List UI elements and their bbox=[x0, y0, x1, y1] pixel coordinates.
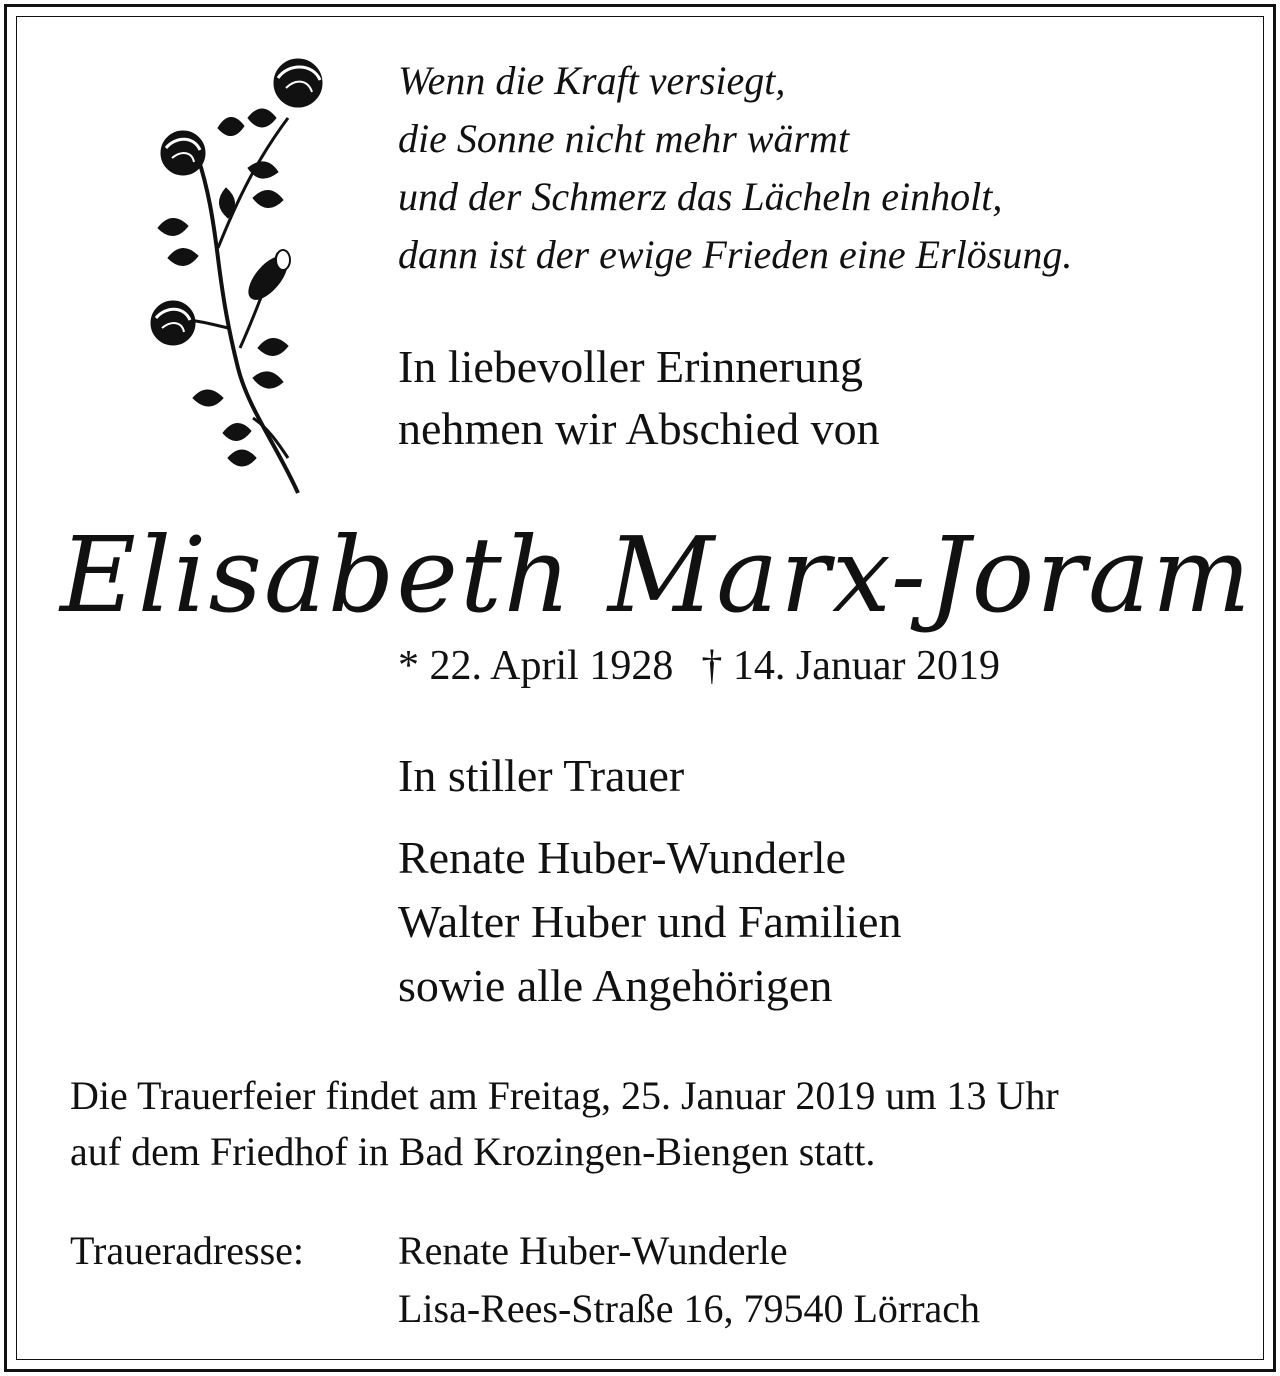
deceased-name: Elisabeth Marx-Joram bbox=[60, 514, 1253, 636]
intro-text bbox=[398, 336, 1198, 460]
rose-branch-icon bbox=[128, 48, 348, 508]
birth-date: * 22. April 1928 bbox=[398, 643, 674, 689]
mourner-line: Walter Huber und Familien bbox=[398, 896, 902, 947]
address-line: Lisa-Rees-Straße 16, 79540 Lörrach bbox=[398, 1286, 981, 1331]
life-dates bbox=[398, 636, 1198, 696]
address-label: Traueradresse: bbox=[70, 1228, 305, 1273]
address-line: Renate Huber-Wunderle bbox=[398, 1228, 788, 1273]
mourner-line: sowie alle Angehörigen bbox=[398, 960, 833, 1011]
service-info bbox=[70, 1068, 1230, 1180]
mourners-block bbox=[398, 744, 1198, 1018]
address-lines bbox=[398, 1222, 980, 1338]
intro-line: nehmen wir Abschied von bbox=[398, 403, 880, 454]
intro-line: In liebevoller Erinnerung bbox=[398, 341, 863, 392]
poem-line: Wenn die Kraft versiegt, bbox=[398, 58, 786, 103]
poem bbox=[398, 52, 1238, 284]
poem-line: und der Schmerz das Lächeln einholt, bbox=[398, 174, 1003, 219]
mourner-line: Renate Huber-Wunderle bbox=[398, 832, 847, 883]
service-line: Die Trauerfeier findet am Freitag, 25. Januar 2019 um 13 Uhr bbox=[70, 1073, 1059, 1118]
poem-line: die Sonne nicht mehr wärmt bbox=[398, 116, 850, 161]
death-date: † 14. Januar 2019 bbox=[701, 643, 1000, 689]
service-line: auf dem Friedhof in Bad Krozingen-Biengen statt. bbox=[70, 1129, 876, 1174]
poem-line: dann ist der ewige Frieden eine Erlösung. bbox=[398, 232, 1073, 277]
mourning-heading: In stiller Trauer bbox=[398, 750, 685, 801]
